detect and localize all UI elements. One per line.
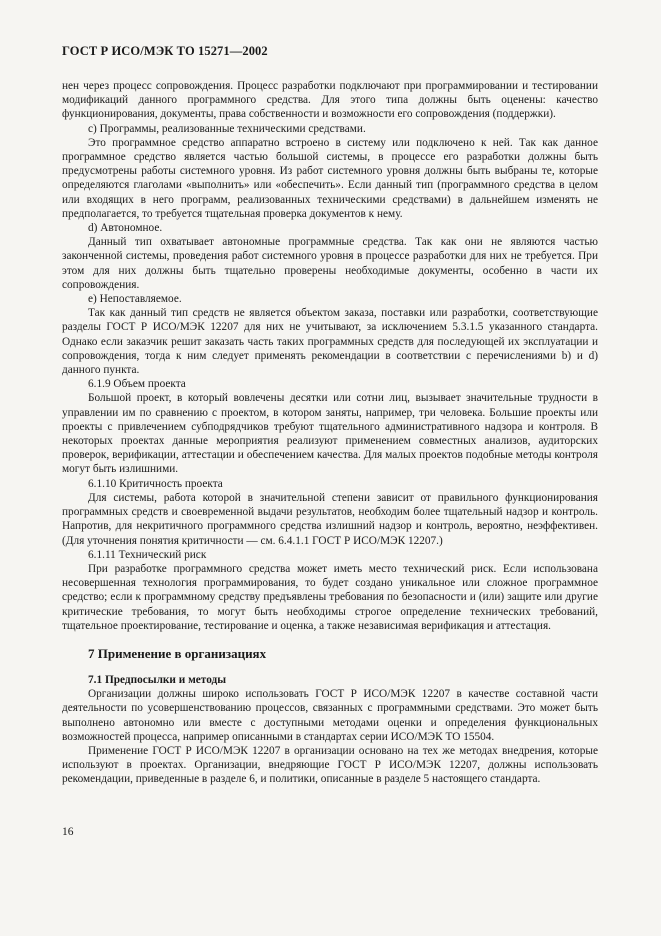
- subsection-6-1-11-title: 6.1.11 Технический риск: [88, 548, 207, 561]
- document-body: [62, 79, 598, 787]
- paragraph-technical-risk: При разработке программного средства может иметь место технический риск. Если использована несовершенная технология программирования, то будет создано уникальное или сложное программное средство; если к программному средству предъявлены требования по безопасности и (или) защите или другие критические требования, то могут быть необходимы строгое определение технических требований, тщательное проектирование, тестирование и оценка, а также независимая верификация и аттестация.: [62, 562, 598, 632]
- subsection-6-1-10-title: 6.1.10 Критичность проекта: [88, 477, 223, 490]
- section-7-1-heading: 7.1 Предпосылки и методы: [88, 673, 227, 686]
- list-item-e: e) Непоставляемое.: [88, 293, 182, 306]
- paragraph-project-criticality: Для системы, работа которой в значительной степени зависит от правильного функционирования программных средств и своевременной выдачи результатов, необходим более тщательный надзор и контроль. Напротив, для некритичного программного средства излишний надзор и контроль, вероятно, неэффективен. (Для уточнения понятия критичности — см. 6.4.1.1 ГОСТ Р ИСО/МЭК 12207.): [62, 491, 598, 547]
- paragraph-continuation: нен через процесс сопровождения. Процесс разработки подключают при программировании и тестировании модификаций данного программного средства. Для этого типа должны быть оценены: качество функционирования, документы, права собственности и возможности его сопровождения (поддержки).: [62, 80, 598, 121]
- section-7-heading: 7 Применение в организациях: [88, 645, 267, 661]
- list-item-c: c) Программы, реализованные техническими средствами.: [88, 122, 366, 135]
- paragraph-autonomous: Данный тип охватывает автономные программные средства. Так как они не являются частью законченной системы, проведения работ системного уровня в процессе разработки для них не требуется. При этом для них должны быть тщательно проверены необходимые документы, особенно в части их сопровождения.: [62, 236, 598, 291]
- list-item-d: d) Автономное.: [88, 222, 163, 235]
- paragraph-non-delivered: Так как данный тип средств не является объектом заказа, поставки или разработки, соответствующие разделы ГОСТ Р ИСО/МЭК 12207 для них не учитывают, за исключением 5.3.1.5 указанного стандарта. Однако если заказчик решит заказать часть таких программных средств для последующей их эксплуатации и сопровождения, тогда к ним следует применять рекомендации в соответствии с перечислениями b) и d) данного пункта.: [62, 307, 598, 377]
- paragraph-hardware-programs: Это программное средство аппаратно встроено в систему или подключено к ней. Так как данное программное средство является частью большой системы, в процессе его разработки должны быть предусмотрены работы системного уровня. Из работ системного уровня должны быть выбраны те, которые определяются глаголами «выполнить» или «обеспечить». Если данный тип (программного средства в целом или входящих в него программ, реализованных техническими средствами) в дальнейшем изменять не предполагается, то требуется тщательная проверка документов к нему.: [62, 136, 598, 220]
- subsection-6-1-9-title: 6.1.9 Объем проекта: [88, 378, 186, 391]
- paragraph-project-scope: Большой проект, в который вовлечены десятки или сотни лиц, вызывает значительные трудности в управлении им по сравнению с проектом, в котором заняты, например, три человека. Большие проекты или проекты с привлечением субподрядчиков требуют тщательного административного надзора и контроля. В некоторых проектах данные мероприятия реализуют применением совместных анализов, аудиторских проверок, верификации, аттестации и обеспечением качества. Для малых проектов подобные методы контроля могут быть излишними.: [62, 392, 598, 476]
- document-header: ГОСТ Р ИСО/МЭК ТО 15271—2002: [62, 44, 268, 58]
- paragraph-prerequisites: Организации должны широко использовать ГОСТ Р ИСО/МЭК 12207 в качестве составной части деятельности по усовершенствованию процессов, связанных с программными средствами. Это может быть выполнено автономно или вместе с доступными методами оценки и определения функциональных возможностей процесса, например описанными в стандартах серии ИСО/МЭК ТО 15504.: [62, 688, 598, 743]
- page-number: 16: [62, 826, 74, 838]
- paragraph-application: Применение ГОСТ Р ИСО/МЭК 12207 в организации основано на тех же методах внедрения, которые используют в проектах. Организации, внедряющие ГОСТ Р ИСО/МЭК 12207, должны использовать рекомендации, приведенные в разделе 6, и политики, описанные в разделе 5 настоящего стандарта.: [62, 744, 598, 786]
